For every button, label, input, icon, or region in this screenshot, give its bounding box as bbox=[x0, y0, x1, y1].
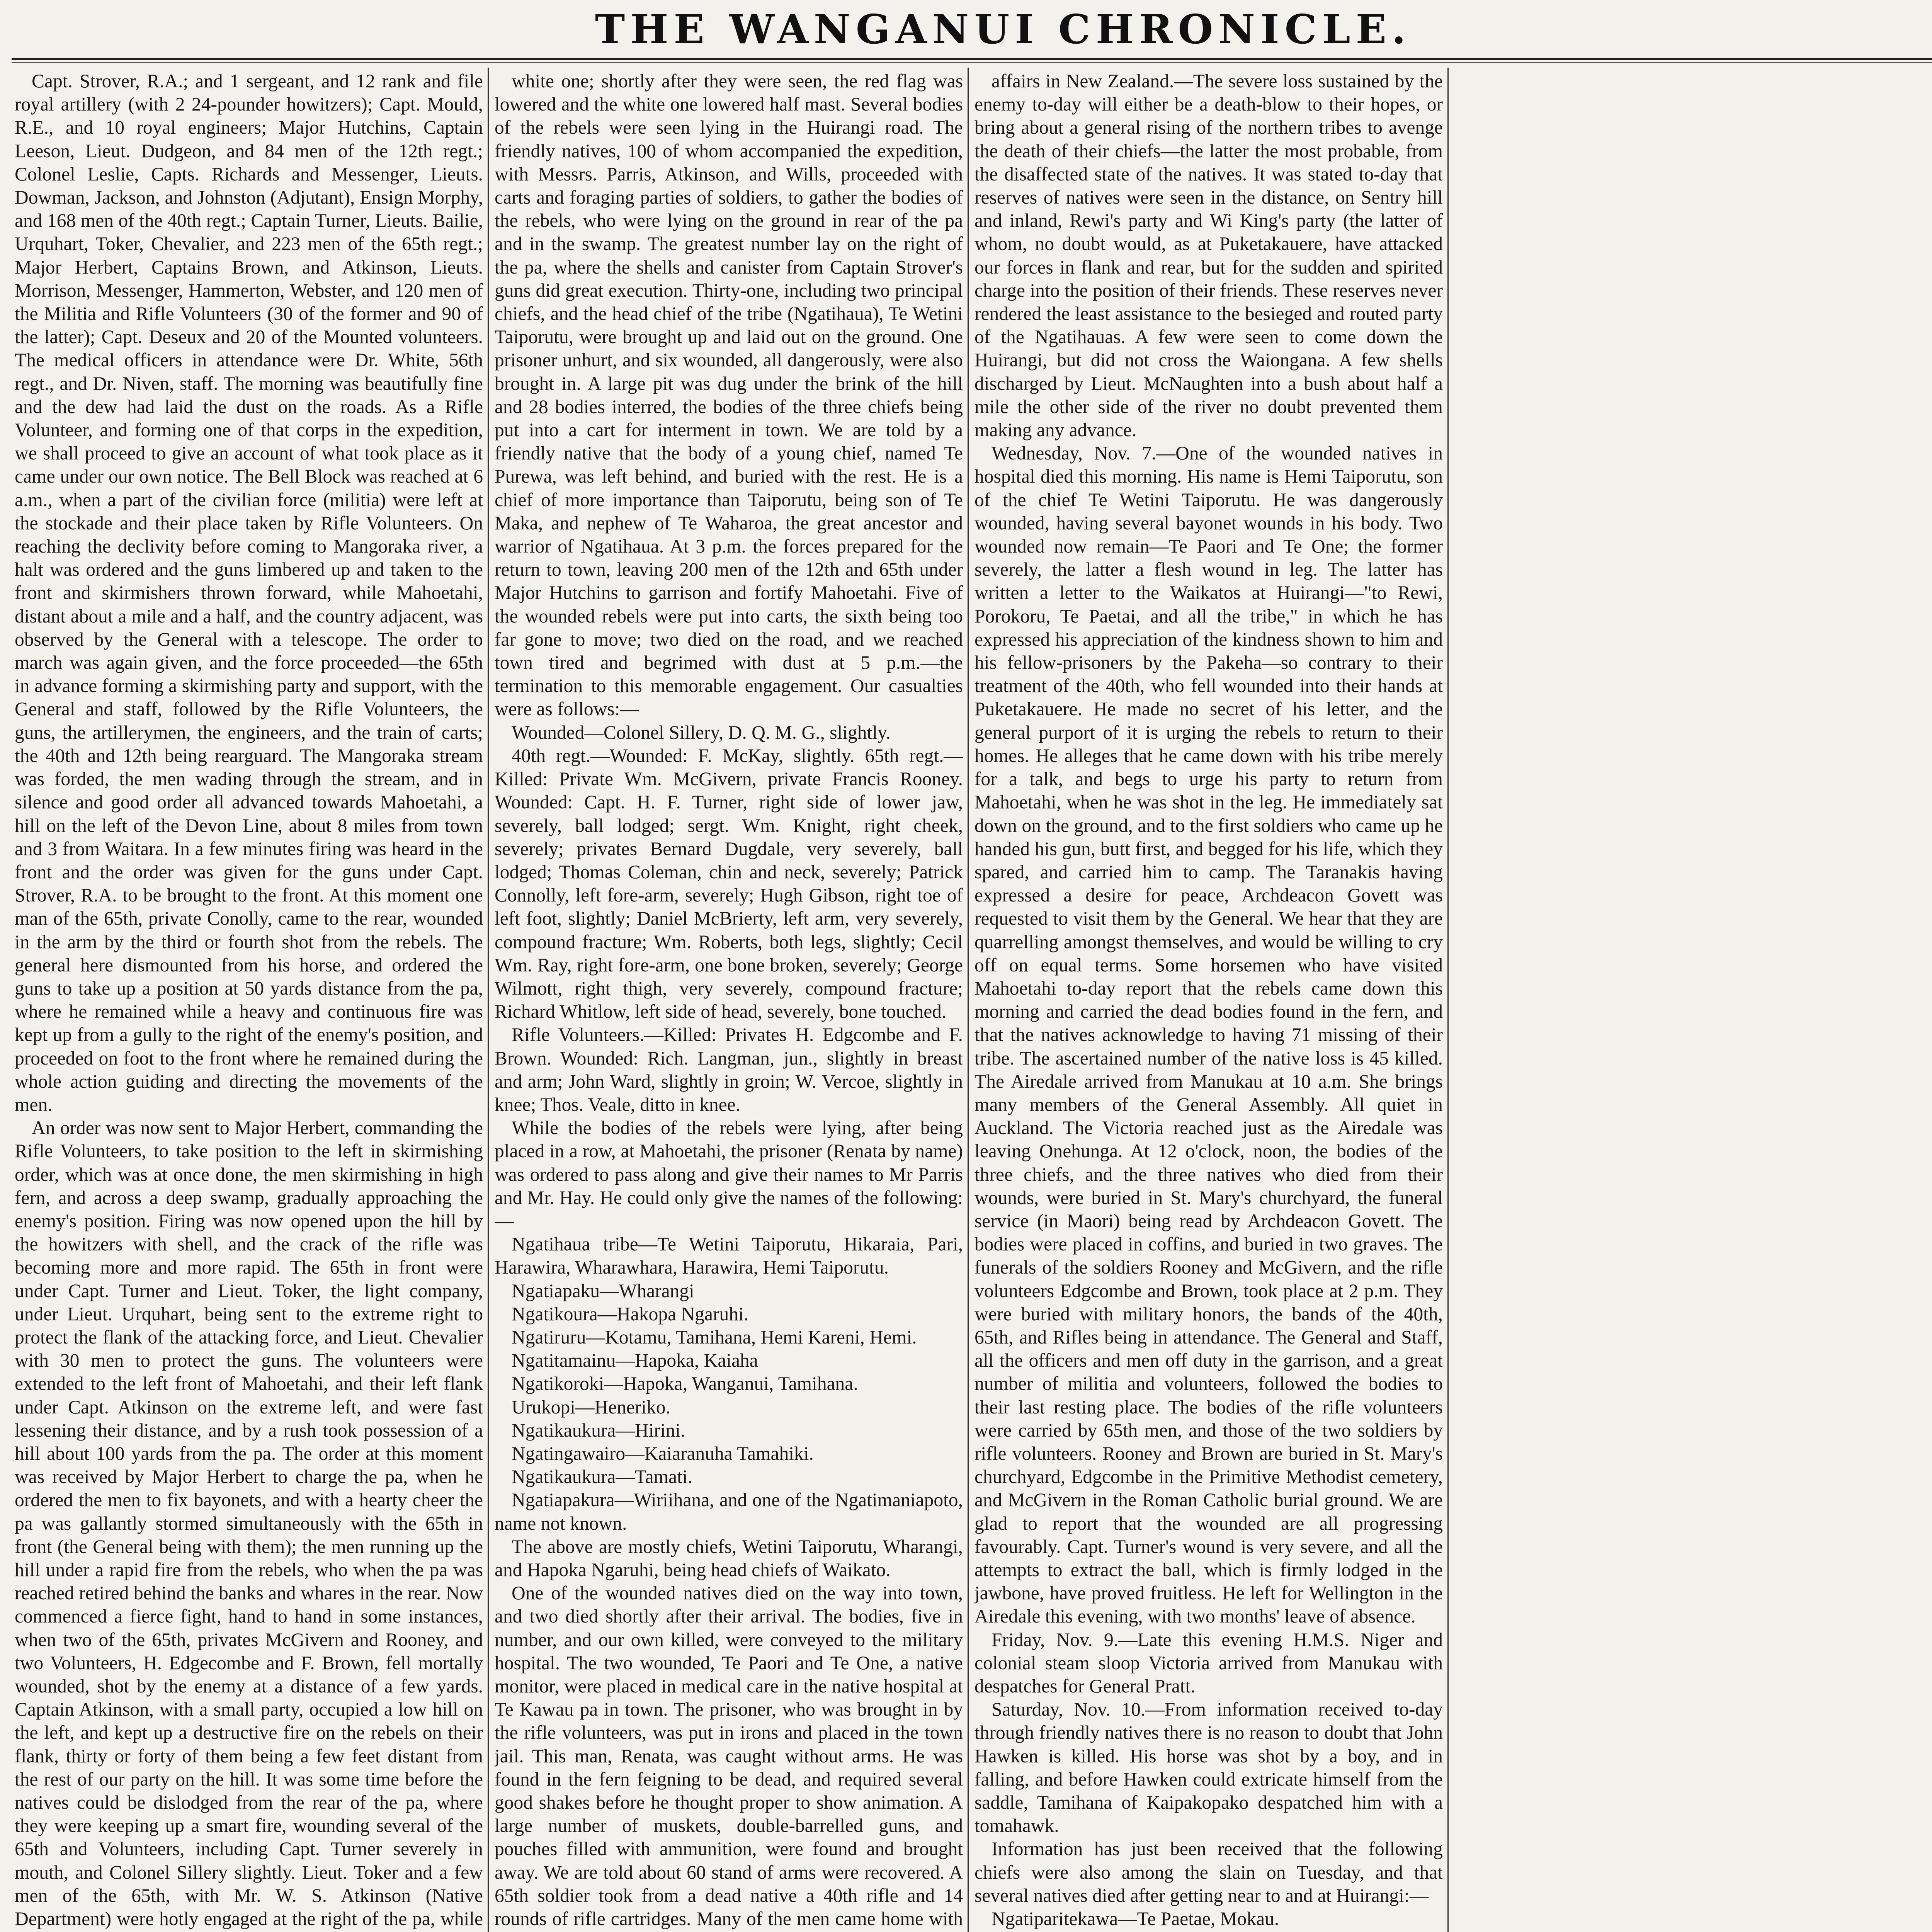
column-paragraph: Rifle Volunteers.—Killed: Privates H. Edgcombe and F. Brown. Wounded: Rich. Langman, jun., slightly in breast and arm; John Ward, slightly in groin; W. Vercoe, slightly in knee; Thos. Veale, ditto in knee. bbox=[495, 1024, 963, 1115]
column-3 bbox=[975, 70, 1443, 1932]
column-paragraph: Ngatiparitekawa—Te Paetae, Mokau. bbox=[992, 1908, 1279, 1930]
column-paragraph: Friday, Nov. 9.—Late this evening H.M.S. Niger and colonial steam sloop Victoria arrived from Manukau with despatches for General Pratt. bbox=[975, 1629, 1443, 1697]
column-1 bbox=[15, 70, 483, 1932]
newspaper-title: THE WANGANUI CHRONICLE. bbox=[595, 5, 1412, 53]
column-paragraph: Wednesday, Nov. 7.—One of the wounded natives in hospital died this morning. His name is Hemi Taiporutu, son of the chief Te Wetini Taiporutu. He was dangerously wounded, having several bayonet wounds in his body. Two wounded now remain—Te Paori and Te One; the former severely, the latter a flesh wound in leg. The latter has written a letter to the Waikatos at Huirangi—"to Rewi, Porokoru, Te Paetai, and all the tribe," in which he has expressed his appreciation of the kindness shown to him and his fellow-prisoners by the Pakeha—so contrary to their treatment of the 40th, who fell wounded into their hands at Puketakauere. He made no secret of his letter, and the general purport of it is urging the rebels to return to their homes. He alleges that he came down with his tribe merely for a talk, and begs to urge his party to return from Mahoetahi, when he was shot in the leg. He immediately sat down on the ground, and to the first soldiers who came up he handed his gun, butt first, and begged for his life, which they spared, and carried him to camp. The Taranakis having expressed a desire for peace, Archdeacon Govett was requested to visit them by the General. We hear that they are quarrelling amongst themselves, and would be willing to cry off on equal terms. Some horsemen who have visited Mahoetahi to-day report that the rebels came down this morning and carried the dead bodies found in the fern, and that the natives acknowledge to having 71 missing of their tribe. The ascertained number of the native loss is 45 killed. The Airedale arrived from Manukau at 10 a.m. She brings many members of the General Assembly. All quiet in Auckland. The Victoria reached just as the Airedale was leaving Onehunga. At 12 o'clock, noon, the bodies of the three chiefs, and the three natives who died from their wounds, were buried in St. Mary's churchyard, the funeral service (in Maori) being read by Archdeacon Govett. The bodies were placed in coffins, and buried in two graves. The funerals of the soldiers Rooney and McGivern, and the rifle volunteers Edgcombe and Brown, took place at 2 p.m. They were buried with military honors, the bands of the 40th, 65th, and Rifles being in attendance. The General and Staff, all the officers and men off duty in the garrison, and a great number of militia and volunteers, followed the bodies to their last resting place. The bodies of the rifle volunteers were carried by 65th men, and those of the two soldiers by rifle volunteers. Rooney and Brown are buried in St. Mary's churchyard, Edgcombe in the Primitive Methodist cemetery, and McGivern in the Roman Catholic burial ground. We are glad to report that the wounded are all progressing favourably. Capt. Turner's wound is very severe, and all the attempts to extract the ball, which is firmly lodged in the jawbone, have proved fruitless. He left for Wellington in the Airedale this evening, with two months' leave of absence. bbox=[975, 442, 1443, 1627]
column-paragraph: Ngatikoroki—Hapoka, Wanganui, Tamihana. bbox=[512, 1373, 858, 1395]
column-paragraph: Information has just been received that the following chiefs were also among the slain on Tuesday, and that several natives died after getting near to and at Huirangi:— bbox=[975, 1838, 1443, 1906]
column-2 bbox=[495, 70, 963, 1932]
column-paragraph: An order was now sent to Major Herbert, commanding the Rifle Volunteers, to take position to the left in skirmishing order, which was at once done, the men skirmishing in high fern, and across a deep swamp, gradually approaching the enemy's position. Firing was now opened upon the hill by the howitzers with shell, and the crack of the rifle was becoming more and more rapid. The 65th in front were under Capt. Turner and Lieut. Toker, the light company, under Lieut. Urquhart, being sent to the extreme right to protect the flank of the attacking force, and Lieut. Chevalier with 30 men to protect the guns. The volunteers were extended to the left front of Mahoetahi, and their left flank under Capt. Atkinson on the extreme left, and were fast lessening their distance, and by a rush took possession of a hill about 100 yards from the pa. The order at this moment was received by Major Herbert to charge the pa, when he ordered the men to fix bayonets, and with a hearty cheer the pa was gallantly stormed simultaneously with the 65th in front (the General being with them); the men running up the hill under a rapid fire from the rebels, who when the pa was reached retired behind the banks and whares in the rear. Now commenced a fierce fight, hand to hand in some instances, when two of the 65th, privates McGivern and Rooney, and two Volunteers, H. Edgecombe and F. Brown, fell mortally wounded, shot by the enemy at a distance of a few yards. Captain Atkinson, with a small party, occupied a low hill on the left, and kept up a destructive fire on the rebels on their flank, thirty or forty of them being a few feet distant from the rest of our party on the hill. It was some time before the natives could be dislodged from the rear of the pa, where they were keeping up a smart fire, wounding several of the 65th and Volunteers, including Capt. Turner severely in mouth, and Colonel Sillery slightly. Lieut. Toker and a few men of the 65th, with Mr. W. S. Atkinson (Native Department) were hotly engaged at the right of the pa, while bbox=[15, 1117, 483, 1930]
masthead-rule-thin bbox=[12, 62, 1932, 63]
column-paragraph: white one; shortly after they were seen, the red flag was lowered and the white one lowered half mast. Several bodies of the rebels were seen lying in the Huirangi road. The friendly natives, 100 of whom accompanied the expedition, with Messrs. Parris, Atkinson, and Wills, proceeded with carts and foraging parties of soldiers, to gather the bodies of the rebels, who were lying on the ground in rear of the pa and in the swamp. The greatest number lay on the right of the pa, where the shells and canister from Captain Strover's guns did great execution. Thirty-one, including two principal chiefs, and the head chief of the tribe (Ngatihaua), Te Wetini Taiporutu, were brought up and laid out on the ground. One prisoner unhurt, and six wounded, all dangerously, were also brought in. A large pit was dug under the brink of the hill and 28 bodies interred, the bodies of the three chiefs being put into a cart for interment in town. We are told by a friendly native that the body of a young chief, named Te Purewa, was left behind, and buried with the rest. He is a chief of more importance than Taiporutu, being son of Te Maka, and nephew of Te Waharoa, the great ancestor and warrior of Ngatihaua. At 3 p.m. the forces prepared for the return to town, leaving 200 men of the 12th and 65th under Major Hutchins to garrison and fortify Mahoetahi. Five of the wounded rebels were put into carts, the sixth being too far gone to move; two died on the road, and we reached town tired and begrimed with dust at 5 p.m.—the termination to this memorable engagement. Our casualties were as follows:— bbox=[495, 70, 963, 720]
column-paragraph: Saturday, Nov. 10.—From information received to-day through friendly natives there is no reason to doubt that John Hawken is killed. His horse was shot by a boy, and in falling, and before Hawken could extricate himself from the saddle, Tamihana of Kaipakopako despatched him with a tomahawk. bbox=[975, 1699, 1443, 1837]
column-paragraph: 40th regt.—Wounded: F. McKay, slightly. 65th regt.—Killed: Private Wm. McGivern, private Francis Rooney. Wounded: Capt. H. F. Turner, right side of lower jaw, severely, ball lodged; sergt. Wm. Knight, right cheek, severely; privates Bernard Dugdale, very severely, ball lodged; Thomas Coleman, chin and neck, severely; Patrick Connolly, left fore-arm, severely; Hugh Gibson, right toe of left foot, slightly; Daniel McBrierty, left arm, very severely, compound fracture; Wm. Roberts, both legs, slightly; Cecil Wm. Ray, right fore-arm, one bone broken, severely; George Wilmott, right thigh, very severely, compound fracture; Richard Whitlow, left side of head, severely, bone touched. bbox=[495, 745, 963, 1022]
column-paragraph: Ngatiapakura—Wiriihana, and one of the Ngatimaniapoto, name not known. bbox=[495, 1489, 963, 1534]
column-paragraph: While the bodies of the rebels were lying, after being placed in a row, at Mahoetahi, the prisoner (Renata by name) was ordered to pass along and give their names to Mr Parris and Mr. Hay. He could only give the names of the following:— bbox=[495, 1117, 963, 1231]
column-paragraph: The above are mostly chiefs, Wetini Taiporutu, Wharangi, and Hapoka Ngaruhi, being head chiefs of Waikato. bbox=[495, 1536, 963, 1580]
column-paragraph: Ngatingawairo—Kaiaranuha Tamahiki. bbox=[512, 1442, 814, 1464]
column-paragraph: Ngatiruru—Kotamu, Tamihana, Hemi Kareni, Hemi. bbox=[512, 1326, 917, 1348]
column-paragraph: affairs in New Zealand.—The severe loss sustained by the enemy to-day will either be a death-blow to their hopes, or bring about a general rising of the northern tribes to avenge the death of their chiefs—the latter the most probable, from the disaffected state of the natives. It was stated to-day that reserves of natives were seen in the distance, on Sentry hill and inland, Rewi's party and Wi King's party (the latter of whom, no doubt would, as at Puketakauere, have attacked our forces in flank and rear, but for the sudden and spirited charge into the position of their friends. These reserves never rendered the least assistance to the besieged and routed party of the Ngatihauas. A few were seen to come down the Huirangi, but did not cross the Waiongana. A few shells discharged by Lieut. McNaughten into a bush about half a mile the other side of the river no doubt prevented them making any advance. bbox=[975, 70, 1443, 441]
column-divider bbox=[968, 68, 969, 1932]
column-paragraph bbox=[975, 1930, 1443, 1932]
column-paragraph: Wounded—Colonel Sillery, D. Q. M. G., slightly. bbox=[512, 721, 891, 743]
column-paragraph: Ngatikaukura—Hirini. bbox=[512, 1419, 685, 1441]
column-paragraph: Capt. Strover, R.A.; and 1 sergeant, and 12 rank and file royal artillery (with 2 24-pounder howitzers); Capt. Mould, R.E., and 10 royal engineers; Major Hutchins, Captain Leeson, Lieut. Dudgeon, and 84 men of the 12th regt.; Colonel Leslie, Capts. Richards and Messenger, Lieuts. Dowman, Jackson, and Johnston (Adjutant), Ensign Morphy, and 168 men of the 40th regt.; Captain Turner, Lieuts. Bailie, Urquhart, Toker, Chevalier, and 223 men of the 65th regt.; Major Herbert, Captains Brown, and Atkinson, Lieuts. Morrison, Messenger, Hammerton, Webster, and 120 men of the Militia and Rifle Volunteers (30 of the former and 90 of the latter); Capt. Deseux and 20 of the Mounted volunteers. The medical officers in attendance were Dr. White, 56th regt., and Dr. Niven, staff. The morning was beautifully fine and the dew had laid the dust on the roads. As a Rifle Volunteer, and forming one of that corps in the expedition, we shall proceed to give an account of what took place as it came under our own notice. The Bell Block was reached at 6 a.m., when a part of the civilian force (militia) were left at the stockade and their place taken by Rifle Volunteers. On reaching the declivity before coming to Mangoraka river, a halt was ordered and the guns limbered up and taken to the front and skirmishers thrown forward, while Mahoetahi, distant about a mile and a half, and the country adjacent, was observed by the General with a telescope. The order to march was again given, and the force proceeded—the 65th in advance forming a skirmishing party and support, with the General and staff, followed by the Rifle Volunteers, the guns, the artillerymen, the engineers, and the train of carts; the 40th and 12th being rearguard. The Mangoraka stream was forded, the men wading through the stream, and in silence and good order all advanced towards Mahoetahi, a hill on the left of the Devon Line, about 8 miles from town and 3 from Waitara. In a few minutes firing was heard in the front and the order was given for the guns under Capt. Strover, R.A. to be brought to the front. At this moment one man of the 65th, private Conolly, came to the rear, wounded in the arm by the third or fourth shot from the rebels. The general here dismounted from his horse, and ordered the guns to take up a position at 50 yards distance from the pa, where he remained while a heavy and continuous fire was kept up from a gully to the right of the enemy's position, and proceeded on foot to the front where he remained during the whole action guiding and directing the movements of the men. bbox=[15, 70, 483, 1115]
masthead bbox=[0, 0, 1932, 58]
column-paragraph: Ngatikoura—Hakopa Ngaruhi. bbox=[512, 1303, 749, 1325]
column-paragraph: One of the wounded natives died on the way into town, and two died shortly after their arrival. The bodies, five in number, and our own killed, were conveyed to the military hospital. The two wounded, Te Paori and Te One, a native monitor, were placed in medical care in the native hospital at Te Kawau pa in town. The prisoner, who was brought in by the rifle volunteers, was put in irons and placed in the town jail. This man, Renata, was caught without arms. He was found in the fern feigning to be dead, and required several good shakes before he thought proper to show animation. A large number of muskets, double-barrelled guns, and pouches filled with ammunition, were found and brought away. We are told about 60 stand of arms were recovered. A 65th soldier took from a dead native a 40th rifle and 14 rounds of rifle cartridges. Many of the men came home with bbox=[495, 1582, 963, 1930]
column-paragraph: Ngatihaua tribe—Te Wetini Taiporutu, Hikaraia, Pari, Harawira, Wharawhara, Harawira, Hemi Taiporutu. bbox=[495, 1233, 963, 1278]
column-divider bbox=[488, 68, 489, 1932]
masthead-rule bbox=[12, 58, 1932, 60]
column-paragraph: Urukopi—Heneriko. bbox=[512, 1396, 671, 1418]
column-divider bbox=[1447, 68, 1449, 1932]
column-paragraph: Ngatikaukura—Tamati. bbox=[512, 1466, 693, 1488]
column-paragraph: Ngatiapaku—Wharangi bbox=[512, 1280, 694, 1301]
column-paragraph: Ngatitamainu—Hapoka, Kaiaha bbox=[512, 1350, 758, 1371]
